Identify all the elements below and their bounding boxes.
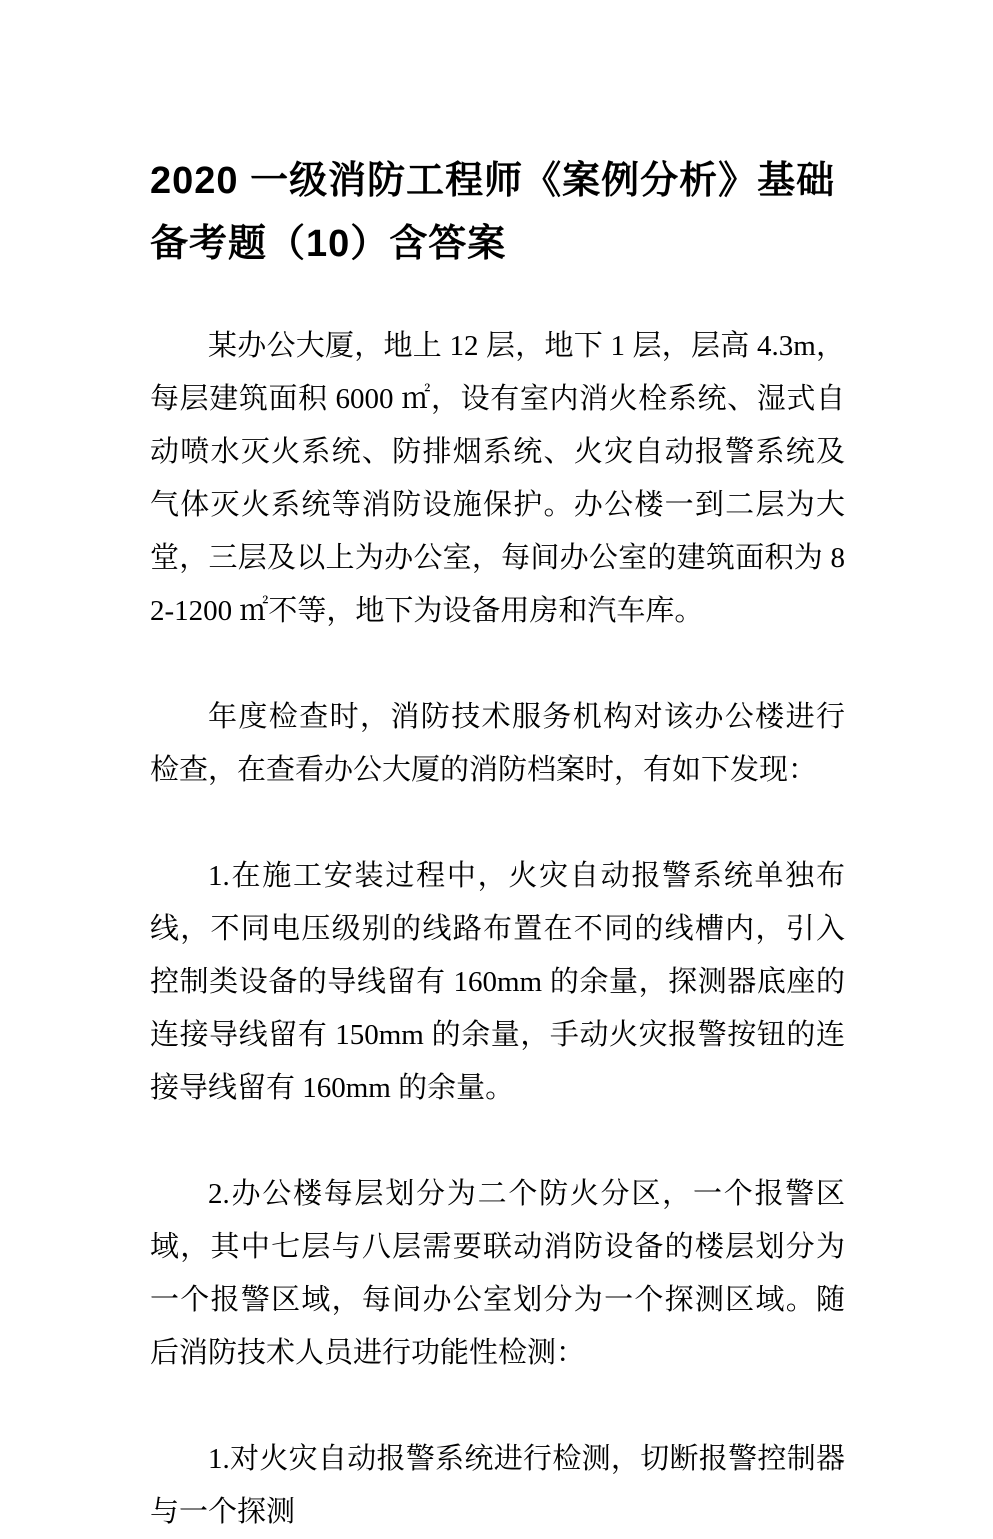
document-body <box>150 320 845 1539</box>
paragraph: 年度检查时，消防技术服务机构对该办公楼进行检查，在查看办公大厦的消防档案时，有如下发现： <box>150 701 845 786</box>
document-title: 2020 一级消防工程师《案例分析》基础备考题（10）含答案 <box>150 160 836 265</box>
paragraph: 1.在施工安装过程中，火灾自动报警系统单独布线，不同电压级别的线路布置在不同的线槽内，引入控制类设备的导线留有 160mm 的余量，探测器底座的连接导线留有 150mm 的余量，手动火灾报警按钮的连接导线留有 160mm 的余量。 <box>150 860 845 1104</box>
paragraph: 2.办公楼每层划分为二个防火分区，一个报警区域，其中七层与八层需要联动消防设备的楼层划分为一个报警区域，每间办公室划分为一个探测区域。随后消防技术人员进行功能性检测： <box>150 1178 845 1369</box>
paragraph: 某办公大厦，地上 12 层，地下 1 层，层高 4.3m，每层建筑面积 6000 ㎡，设有室内消火栓系统、湿式自动喷水灭火系统、防排烟系统、火灾自动报警系统及气体灭火系统等消防设施保护。办公楼一到二层为大堂，三层及以上为办公室，每间办公室的建筑面积为 82-1200 ㎡不等，地下为设备用房和汽车库。 <box>150 330 845 627</box>
paragraph: 1.对火灾自动报警系统进行检测，切断报警控制器与一个探测 <box>150 1443 845 1528</box>
